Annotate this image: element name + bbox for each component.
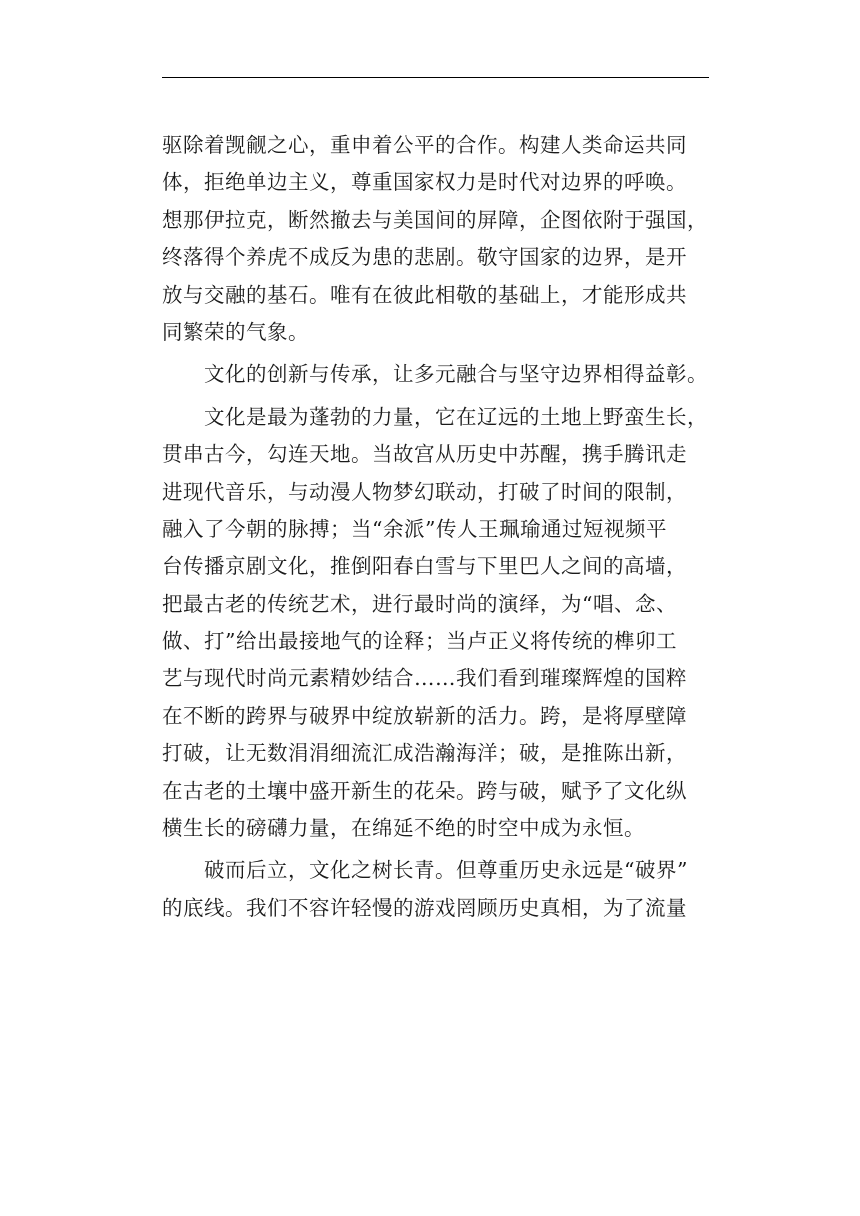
- text-line: 打破，让无数涓涓细流汇成浩瀚海洋；破，是推陈出新，: [162, 741, 687, 766]
- text-line: 横生长的磅礴力量，在绵延不绝的时空中成为永恒。: [162, 816, 645, 841]
- text-line: 同繁荣的气象。: [162, 319, 309, 344]
- text-line: 想那伊拉克，断然撤去与美国间的屏障，企图依附于强国，: [162, 207, 708, 232]
- text-line: 艺与现代时尚元素精妙结合……我们看到璀璨辉煌的国粹: [162, 666, 687, 691]
- text-line: 融入了今朝的脉搏；当“余派”传人王珮瑜通过短视频平: [162, 516, 667, 541]
- text-line: 贯串古今，勾连天地。当故宫从历史中苏醒，携手腾讯走: [162, 442, 687, 467]
- paragraph-first-line: 破而后立，文化之树长青。但尊重历史永远是“破界”: [162, 858, 688, 883]
- text-line: 台传播京剧文化，推倒阳春白雪与下里巴人之间的高墙，: [162, 554, 687, 579]
- header-rule: [162, 77, 709, 78]
- text-line: 做、打”给出最接地气的诠释；当卢正义将传统的榫卯工: [162, 629, 677, 654]
- text-line: 驱除着觊觎之心，重申着公平的合作。构建人类命运共同: [162, 133, 687, 157]
- text-line: 在不断的跨界与破界中绽放崭新的活力。跨，是将厚壁障: [162, 703, 687, 728]
- text-line: 把最古老的传统艺术，进行最时尚的演绎，为“唱、念、: [162, 591, 677, 616]
- paragraph-first-line: 文化的创新与传承，让多元融合与坚守边界相得益彰。: [162, 362, 708, 387]
- text-line: 终落得个养虎不成反为患的悲剧。敬守国家的边界，是开: [162, 245, 687, 270]
- text-line: 在古老的土壤中盛开新生的花朵。跨与破，赋予了文化纵: [162, 778, 687, 803]
- text-line: 的底线。我们不容许轻慢的游戏罔顾历史真相，为了流量: [162, 895, 687, 920]
- body-text: [162, 127, 722, 927]
- text-line: 放与交融的基石。唯有在彼此相敬的基础上，才能形成共: [162, 282, 687, 307]
- text-line: 体，拒绝单边主义，尊重国家权力是时代对边界的呼唤。: [162, 170, 687, 195]
- paragraph-first-line: 文化是最为蓬勃的力量，它在辽远的土地上野蛮生长，: [162, 404, 708, 429]
- text-line: 进现代音乐，与动漫人物梦幻联动，打破了时间的限制，: [162, 479, 687, 504]
